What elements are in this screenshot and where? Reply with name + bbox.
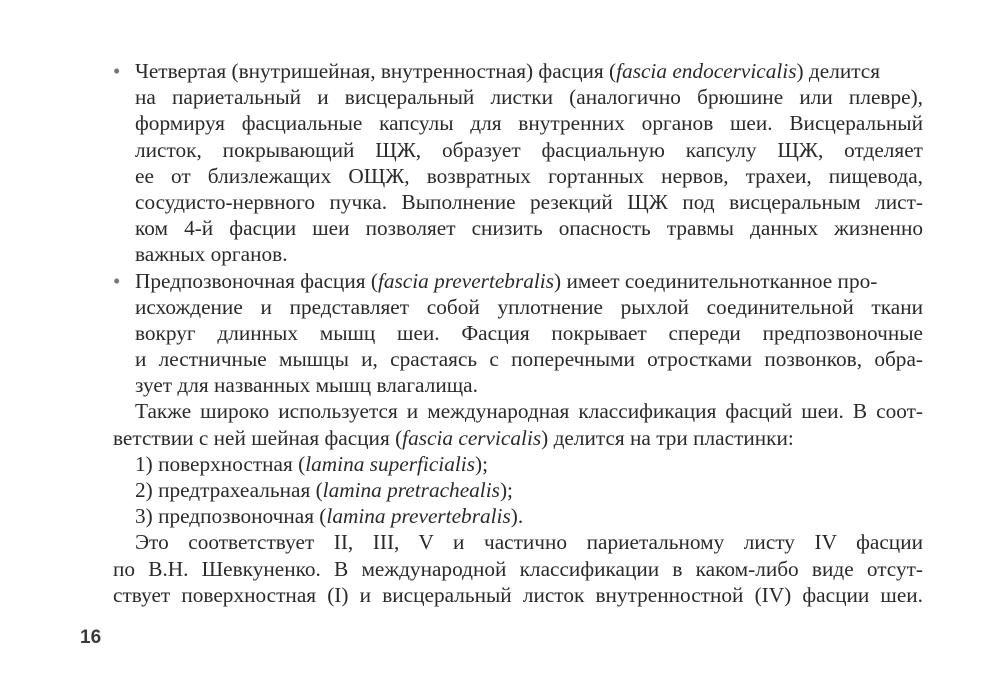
paragraph-international-classification [113,398,923,450]
latin-term: lamina superficialis [305,451,475,476]
bullet-item-fourth-fascia [113,58,923,268]
latin-term: fascia prevertebralis [377,268,555,293]
list-item: 1) поверхностная (lamina superficialis); [135,451,489,476]
text-line: листок, покрывающий ЩЖ, образует фасциальную капсулу ЩЖ, отделяет [135,137,923,162]
text-line: сосудисто-нервного пучка. Выполнение резекций ЩЖ под висцеральным лист- [135,189,923,214]
text-line: ствует поверхностная (I) и висцеральный листок внутренностной (IV) фасции шеи. [113,582,923,607]
text-line: и лестничные мышцы и, срастаясь с поперечными отростками позвонков, обра- [135,347,923,372]
text-line: Также широко используется и международная классификация фасций шеи. В соот- [135,399,923,424]
latin-term: fascia endocervicalis [616,59,797,83]
text-line: ком 4-й фасции шеи позволяет снизить опасность травмы данных жизненно [135,216,923,241]
latin-term: lamina pretrachealis [322,478,500,502]
text-line: важных органов. [135,242,288,267]
text-line: Предпозвоночная фасция (fascia prevertebralis) имеет соединительнотканное про- [135,268,878,293]
list-item: 3) предпозвоночная (lamina prevertebralis). [135,504,524,529]
paragraph-correspondence [113,529,923,608]
latin-term: fascia cervicalis [402,425,542,450]
text-line: ее от близлежащих ОЩЖ, возвратных гортанных нервов, трахеи, пищевода, [135,163,923,188]
text-line: исхождение и представляет собой уплотнение рыхлой соединительной ткани [135,294,923,319]
bullet-icon: • [113,59,121,83]
text-line: на париетальный и висцеральный листки (аналогично брюшине или плевре), [135,85,923,110]
text-line: формируя фасциальные капсулы для внутренних органов шеи. Висцеральный [135,111,923,136]
text-line: зует для названных мышц влагалища. [135,373,478,398]
text-line: вокруг длинных мышц шеи. Фасция покрывает спереди предпозвоночные [135,320,923,345]
text-line: ветствии с ней шейная фасция (fascia cervicalis) делится на три пластинки: [113,425,794,450]
body-text [113,58,923,608]
text-line: по В.Н. Шевкуненко. В международной классификации в каком-либо виде отсут- [113,556,923,581]
text-line: Это соответствует II, III, V и частично париетальному листу IV фасции [135,530,923,555]
latin-term: lamina prevertebralis [326,504,511,529]
bullet-icon: • [113,268,121,293]
page-number: 16 [80,627,102,648]
bullet-item-prevertebral-fascia [113,268,923,399]
text-line: Четвертая (внутришейная, внутренностная) фасция (fascia endocervicalis) делится [135,59,881,83]
lamina-list [113,451,923,530]
list-item: 2) предтрахеальная (lamina pretrachealis); [135,478,513,502]
